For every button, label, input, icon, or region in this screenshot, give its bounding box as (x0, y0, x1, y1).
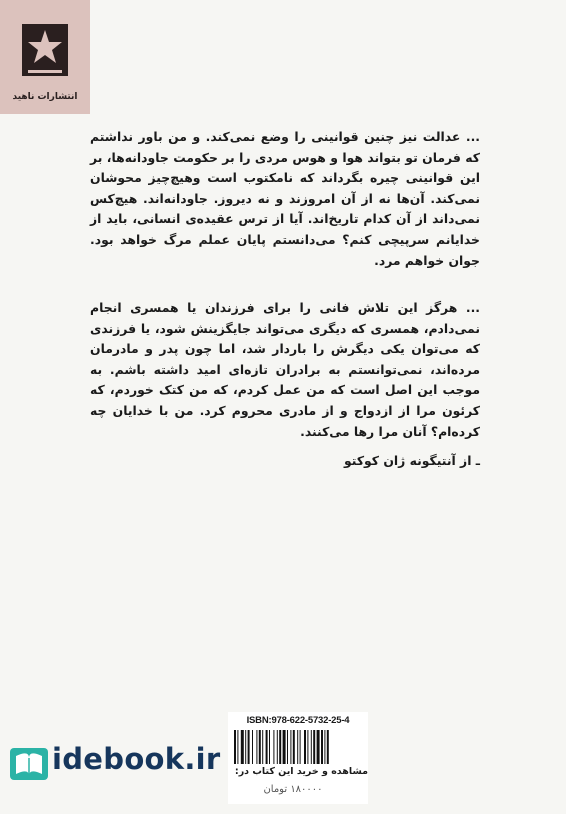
publisher-logo-box (0, 0, 90, 114)
price-text: ۱۸۰۰۰۰ تومان (263, 784, 323, 795)
quote-attribution: ـ از آنتیگونه ژان کوکتو (344, 453, 480, 468)
buy-link-text: مشاهده و خرید این کتاب در: (228, 764, 368, 780)
barcode-area (228, 712, 368, 804)
watermark (8, 740, 228, 796)
quote-paragraph-1: ... عدالت نیز چنین قوانینی را وضع نمی‌کند. و من باور نداشتم که فرمان تو بتواند هوا و هوس مردی را بر حکومت جاودانه‌ها، بر این قوانینی چیره بگرداند که نامکتوب است وهیچ‌چیز محوشان نمی‌کند. آن‌ها نه از آن امروزند و نه دیروز. جاودانه‌اند. هیچ‌کس نمی‌داند از آن کدام تاریخ‌اند. آیا از ترس عقیده‌ی انسانی، باید از خدایانم سرپیچی کنم؟ می‌دانستم پایان عملم مرگ خواهد بود. جوان خواهم مرد. (90, 129, 480, 268)
publisher-name: انتشارات ناهید (12, 92, 78, 102)
quote-paragraph-2: ... هرگز این تلاش فانی را برای فرزندان یا همسری انجام نمی‌دادم، همسری که دیگری می‌تواند جایگزینش شود، یا فرزندی که می‌توان یکی دیگرش را باردار شد، اما چون پدر و مادرمان مرده‌اند، نمی‌توانستم به برادران تازه‌ای امید داشته باشم. به موجب این اصل است که من عمل کردم، که من کتک خوردم، که کرئون مرا از ازدواج و از مادری محروم کرد. من با خدایان چه کرده‌ام؟ آنان مرا رها می‌کنند. (90, 300, 480, 439)
star-book-logo-icon (20, 22, 70, 78)
watermark-text: idebook.ir (52, 742, 221, 776)
isbn-text: ISBN:978-622-5732-25-4 (246, 715, 350, 726)
open-book-icon (8, 744, 50, 784)
